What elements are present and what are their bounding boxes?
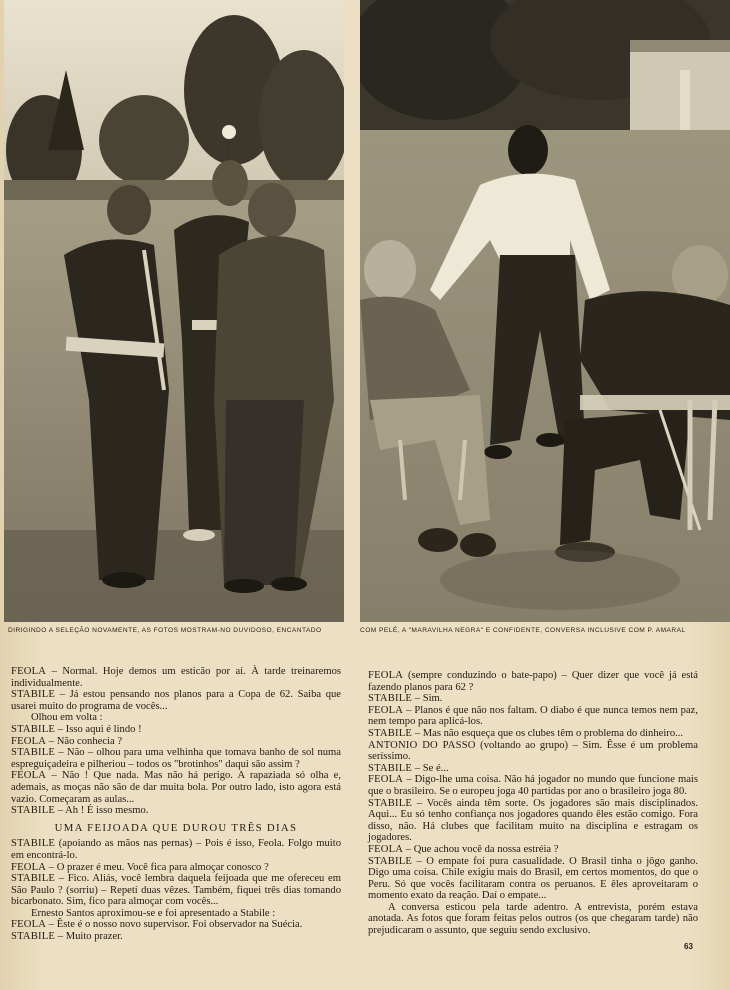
paragraph: FEOLA (sempre conduzindo o bate-papo) – Quer dizer que você já está fazendo planos para 62 ? [368, 670, 698, 693]
paragraph: STABILE – Vocês ainda têm sorte. Os jogadores são mais disciplinados. Aqui... Eu só tenho confiança nos jogadores quando êles estão comigo. Fora disso, não. Há clubes que facilitam muito na disciplina e estragam os jogadores. [368, 797, 698, 844]
paragraph: FEOLA – Que achou você da nossa estréia ? [368, 843, 559, 855]
paragraph: STABILE – Isso aqui é lindo ! [11, 723, 142, 735]
page-number: 63 [684, 942, 693, 951]
paragraph: STABILE – O empate foi pura casualidade. O Brasil tinha o jôgo ganho. Digo uma coisa. Chile exigiu mais do Brasil, em certos momentos, do que o Peru. Só que vocês facilitaram contra os peruanos. E êles aproveitaram o momento exato da reação. Daí o empate... [368, 855, 698, 902]
paragraph: STABILE – Já estou pensando nos planos para a Copa de 62. Saiba que usarei muito do programa de vocês... [11, 689, 341, 712]
paragraph: FEOLA – Êste é o nosso novo supervisor. Foi observador na Suécia. [11, 919, 303, 931]
paragraph: STABILE (apoiando as mãos nas pernas) – Pois é isso, Feola. Folgo muito em encontrá-lo. [11, 838, 341, 861]
paragraph: A conversa esticou pela tarde adentro. A entrevista, porém estava anotada. As fotos que foram feitas pelos outros (os que chegaram tarde) não prejudicaram o assunto, que seguiu sendo exclusivo. [368, 901, 698, 937]
section-subheading: UMA FEIJOADA QUE DUROU TRÊS DIAS [54, 821, 298, 834]
photo-caption-left: DIRIGINDO A SELEÇÃO NOVAMENTE, AS FOTOS MOSTRAM-NO DUVIDOSO, ENCANTADO [8, 627, 322, 634]
paragraph: FEOLA – Não ! Que nada. Mas não há perigo. A rapaziada só olha e, ademais, as moças não são de dar muita bola. Por outro lado, isto agora está vazio. Começaram as aulas... [11, 770, 341, 805]
paragraph: STABILE – Mas não esqueça que os clubes têm o problema do dinheiro... [368, 727, 684, 739]
photo-coaches-talking-on-lawn [4, 0, 344, 622]
paragraph: STABILE – Ah ! É isso mesmo. [11, 805, 149, 817]
photo-men-seated-in-garden-chairs [360, 0, 730, 622]
interview-column-left [11, 666, 341, 943]
paragraph: FEOLA – Planos é que não nos faltam. O diabo é que nunca temos nem paz, nem tempo para aplicá-los. [368, 704, 698, 728]
paragraph: FEOLA – Não conhecia ? [11, 735, 123, 747]
paragraph: STABILE – Sim. [368, 693, 443, 705]
photo-left-image [4, 0, 344, 622]
paragraph: STABILE – Muito prazer. [11, 931, 123, 943]
paragraph: STABILE – Fico. Aliás, você lembra daquela feijoada que me ofereceu em São Paulo ? (sorriu) – Repetí duas vêzes. Também, fiquei três dias tomando bicarbonato. Sim, fico para almoçar com vocês... [11, 873, 341, 908]
paragraph: STABILE – Se é... [368, 762, 449, 774]
photo-caption-right: COM PELÉ, A "MARAVILHA NEGRA" E CONFIDENTE, CONVERSA INCLUSIVE COM P. AMARAL [360, 627, 686, 634]
photo-right-image [360, 0, 730, 622]
paragraph: Ernesto Santos aproximou-se e foi apresentado a Stabile : [31, 907, 276, 919]
paragraph: FEOLA – Digo-lhe uma coisa. Não há jogador no mundo que funcione mais que o brasileiro. Se o europeu joga 40 partidas por ano o brasileiro joga 80. [368, 774, 698, 797]
paragraph: FEOLA – Normal. Hoje demos um esticão por aí. À tarde treinaremos individualmente. [11, 666, 341, 689]
paragraph: ANTONIO DO PASSO (voltando ao grupo) – Sim. Êsse é um problema seríssimo. [368, 739, 698, 763]
paragraph: FEOLA – O prazer é meu. Você fica para almoçar conosco ? [11, 861, 269, 873]
paragraph: STABILE – Não – olhou para uma velhinha que tomava banho de sol numa espreguiçadeira e pilheriou – todos os "brotinhos" daqui são assim ? [11, 747, 341, 770]
paragraph: Olhou em volta : [31, 712, 103, 724]
interview-column-right [368, 670, 698, 937]
